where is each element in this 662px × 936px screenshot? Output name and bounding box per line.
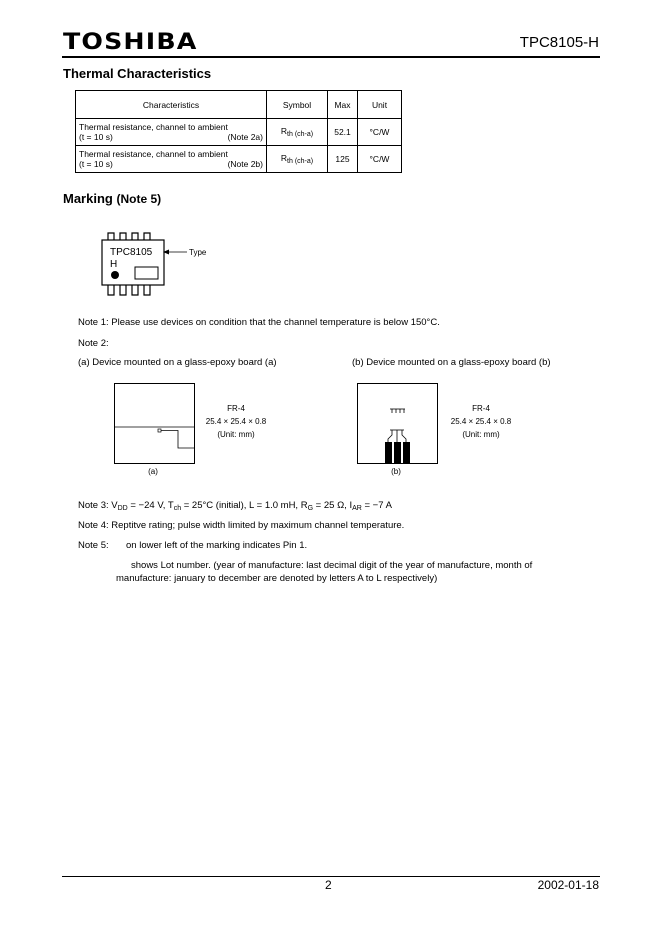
note3-sub: DD xyxy=(117,505,128,512)
board-a-outline xyxy=(115,384,195,464)
board-b-figure xyxy=(357,383,439,465)
note3-text: = −7 A xyxy=(361,500,392,511)
col-characteristics: Characteristics xyxy=(76,91,267,119)
desc-line2: (t = 10 s) xyxy=(79,159,113,169)
board-a-material: FR-4 xyxy=(227,404,245,413)
note3-text: = 25°C (initial), L = 1.0 mH, R xyxy=(181,500,308,511)
desc-line2: (t = 10 s) xyxy=(79,132,113,142)
note3-sub: ch xyxy=(173,505,182,512)
row-unit: °C/W xyxy=(358,119,402,146)
symbol-sub: th (ch-a) xyxy=(287,158,314,165)
board-b-top-pads xyxy=(390,409,405,413)
note1: Note 1: Please use devices on condition that the channel temperature is below 150°C. xyxy=(78,317,440,328)
marking-title-text: Marking xyxy=(63,191,113,206)
board-a-unit: (Unit: mm) xyxy=(217,430,255,439)
table-header-row xyxy=(76,91,402,119)
board-b-material: FR-4 xyxy=(472,404,490,413)
note3-text: = 25 Ω, I xyxy=(313,500,353,511)
desc-line1: Thermal resistance, channel to ambient xyxy=(79,149,228,159)
brand-logo: TOSHIBA xyxy=(63,30,198,55)
note5-line3: manufacture: january to december are denoted by letters A to L respectively) xyxy=(116,573,438,584)
symbol-main: R xyxy=(280,126,288,136)
note5-line2: shows Lot number. (year of manufacture: last decimal digit of the year of manufacture, month of xyxy=(131,560,533,571)
row-note: (Note 2a) xyxy=(227,132,263,142)
thermal-table xyxy=(75,90,402,173)
row-symbol xyxy=(267,119,328,146)
board-a-lead xyxy=(161,431,195,449)
marking-diagram xyxy=(95,228,225,300)
board-b-copper-pads xyxy=(385,442,410,464)
row-symbol xyxy=(267,146,328,173)
note3 xyxy=(78,500,392,512)
note5-label: Note 5: xyxy=(78,540,109,551)
row-max: 52.1 xyxy=(328,119,358,146)
row-note: (Note 2b) xyxy=(227,159,263,169)
type-label: Type xyxy=(189,248,207,257)
symbol-main: R xyxy=(280,153,288,163)
board-a-caption: (a) Device mounted on a glass-epoxy board (a) xyxy=(78,357,277,368)
note4: Note 4: Reptitve rating; pulse width limited by maximum channel temperature. xyxy=(78,520,405,531)
table-row xyxy=(76,146,402,173)
note3-text: = −24 V, T xyxy=(127,500,174,511)
chip-type-text: H xyxy=(110,259,118,270)
note3-sub: AR xyxy=(352,505,362,512)
bottom-pins xyxy=(108,285,150,295)
header-rule xyxy=(62,56,600,58)
footer-date: 2002-01-18 xyxy=(537,878,599,892)
fig-a-label: (a) xyxy=(148,467,158,476)
col-unit: Unit xyxy=(358,91,402,119)
marking-title-note: (Note 5) xyxy=(116,192,162,206)
footer-rule xyxy=(62,876,600,877)
row-description xyxy=(76,146,267,173)
chip-part-text: TPC8105 xyxy=(110,247,153,258)
part-number: TPC8105-H xyxy=(519,34,599,51)
desc-line1: Thermal resistance, channel to ambient xyxy=(79,122,228,132)
thermal-title: Thermal Characteristics xyxy=(63,66,212,81)
marking-title xyxy=(63,191,161,206)
col-max: Max xyxy=(328,91,358,119)
board-a-pad xyxy=(158,429,161,432)
symbol-sub: th (ch-a) xyxy=(287,131,314,138)
top-pins xyxy=(108,233,150,240)
note2-label: Note 2: xyxy=(78,338,109,349)
note3-text: Note 3: V xyxy=(78,500,118,511)
row-description xyxy=(76,119,267,146)
board-b-leads xyxy=(388,430,406,442)
page-number: 2 xyxy=(325,878,332,892)
row-unit: °C/W xyxy=(358,146,402,173)
board-b-unit: (Unit: mm) xyxy=(462,430,500,439)
board-a-size: 25.4 × 25.4 × 0.8 xyxy=(205,417,267,426)
board-b-size: 25.4 × 25.4 × 0.8 xyxy=(450,417,512,426)
board-a-figure xyxy=(114,383,196,465)
row-max: 125 xyxy=(328,146,358,173)
note5-line1: on lower left of the marking indicates Pin 1. xyxy=(126,540,308,551)
pin1-dot-icon xyxy=(111,271,119,279)
table-row xyxy=(76,119,402,146)
note3-sub: G xyxy=(307,505,314,512)
board-b-caption: (b) Device mounted on a glass-epoxy board (b) xyxy=(352,357,551,368)
fig-b-label: (b) xyxy=(391,467,401,476)
col-symbol: Symbol xyxy=(267,91,328,119)
